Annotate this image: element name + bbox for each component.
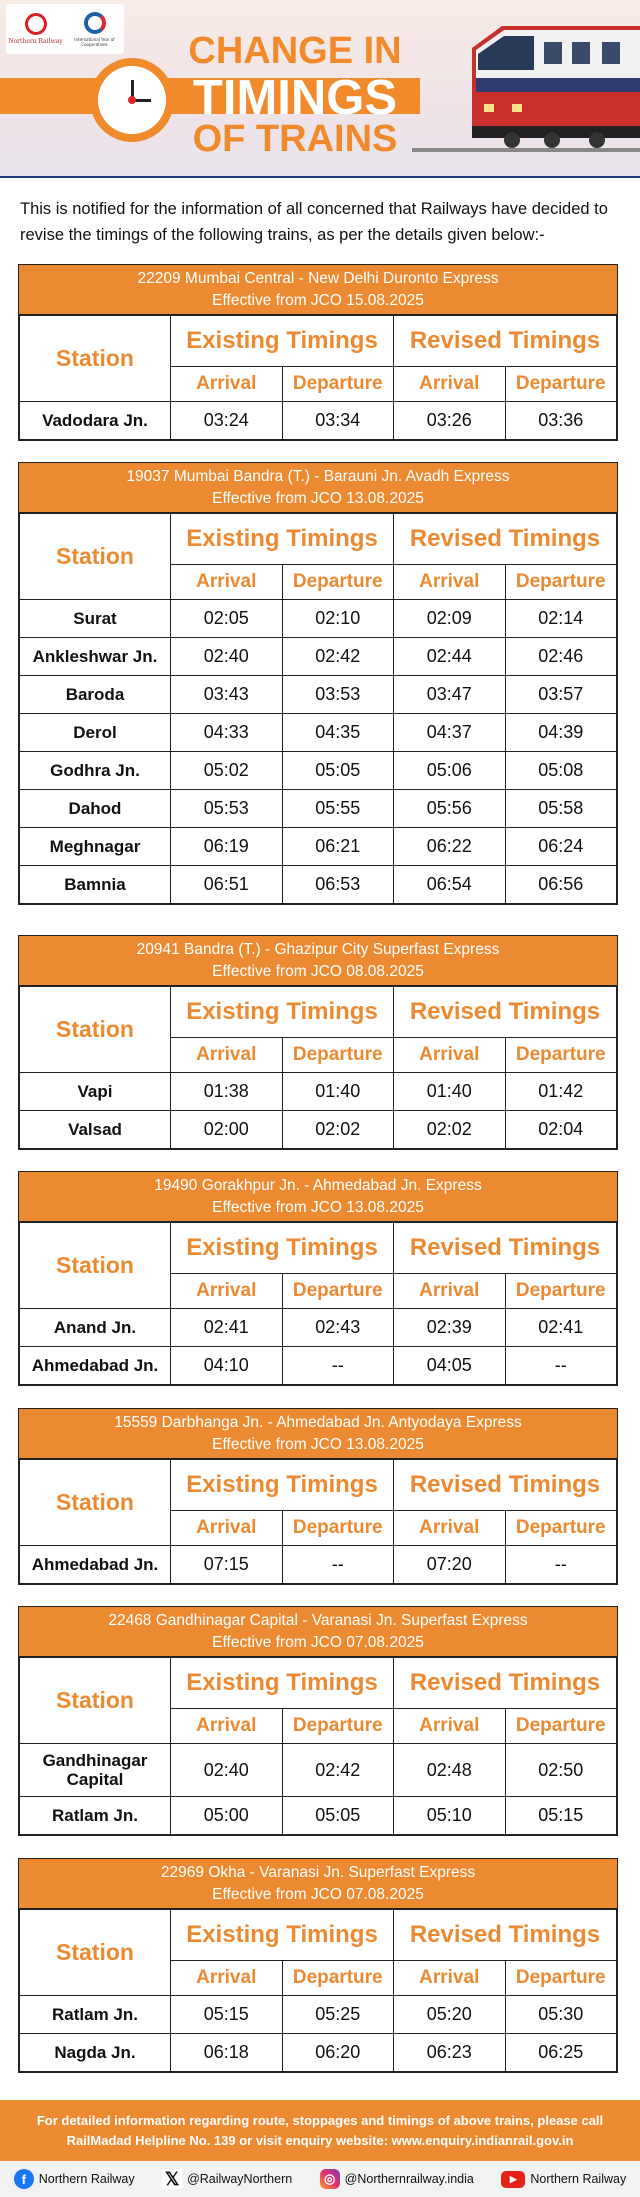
station-name: Bamnia xyxy=(20,866,171,904)
cooperatives-emblem-icon xyxy=(84,12,106,34)
station-name: Vadodara Jn. xyxy=(20,402,171,440)
train-effective-date: Effective from JCO 15.08.2025 xyxy=(212,292,424,309)
logo-right-text: International Year of Cooperatives xyxy=(74,36,115,47)
existing-arrival-header: Arrival xyxy=(171,1709,283,1744)
station-header: Station xyxy=(20,1223,171,1309)
existing-arrival: 06:18 xyxy=(171,2034,283,2072)
revised-arrival-header: Arrival xyxy=(394,367,506,402)
train-header xyxy=(19,1607,617,1657)
social-x[interactable] xyxy=(162,2169,292,2189)
existing-arrival: 05:15 xyxy=(171,1996,283,2034)
social-youtube[interactable] xyxy=(501,2171,626,2188)
cooperatives-year-logo xyxy=(70,6,120,52)
station-name: Anand Jn. xyxy=(20,1309,171,1347)
youtube-icon: ▶ xyxy=(501,2171,525,2188)
existing-arrival: 02:05 xyxy=(171,600,283,638)
existing-arrival-header: Arrival xyxy=(171,1038,283,1073)
northern-railway-logo xyxy=(8,6,63,52)
existing-arrival-header: Arrival xyxy=(171,367,283,402)
existing-departure-header: Departure xyxy=(282,1511,394,1546)
existing-arrival-header: Arrival xyxy=(171,1274,283,1309)
revised-arrival-header: Arrival xyxy=(394,1961,506,1996)
train-effective-date: Effective from JCO 07.08.2025 xyxy=(212,1886,424,1903)
revised-arrival-header: Arrival xyxy=(394,1511,506,1546)
table-row xyxy=(20,714,617,752)
revised-departure: 02:50 xyxy=(505,1744,617,1797)
existing-arrival: 02:40 xyxy=(171,1744,283,1797)
table-row xyxy=(20,1073,617,1111)
revised-departure: 03:57 xyxy=(505,676,617,714)
existing-departure: 04:35 xyxy=(282,714,394,752)
revised-arrival: 03:47 xyxy=(394,676,506,714)
existing-departure: 02:42 xyxy=(282,1744,394,1797)
revised-timings-header: Revised Timings xyxy=(394,1658,617,1709)
revised-departure-header: Departure xyxy=(505,1961,617,1996)
instagram-icon: ◎ xyxy=(320,2169,340,2189)
existing-departure: -- xyxy=(282,1546,394,1584)
train-effective-date: Effective from JCO 08.08.2025 xyxy=(212,963,424,980)
revised-departure-header: Departure xyxy=(505,1709,617,1744)
station-name: Ratlam Jn. xyxy=(20,1996,171,2034)
revised-timings-header: Revised Timings xyxy=(394,1223,617,1274)
existing-arrival: 06:51 xyxy=(171,866,283,904)
footer-line-2: RailMadad Helpline No. 139 or visit enquiry website: www.enquiry.indianrail.gov.in xyxy=(66,2133,574,2148)
revised-departure: 03:36 xyxy=(505,402,617,440)
revised-timings-header: Revised Timings xyxy=(394,1910,617,1961)
footer-notice xyxy=(0,2100,640,2161)
existing-timings-header: Existing Timings xyxy=(171,1460,394,1511)
intro-text: This is notified for the information of all concerned that Railways have decided to revise the timings of the following trains, as per the details given below:- xyxy=(20,200,608,244)
existing-arrival: 04:10 xyxy=(171,1347,283,1385)
station-header: Station xyxy=(20,1658,171,1744)
existing-departure: 01:40 xyxy=(282,1073,394,1111)
revised-timings-header: Revised Timings xyxy=(394,1460,617,1511)
table-row xyxy=(20,638,617,676)
revised-arrival-header: Arrival xyxy=(394,565,506,600)
train-title: 19490 Gorakhpur Jn. - Ahmedabad Jn. Express xyxy=(154,1177,482,1194)
revised-arrival: 05:20 xyxy=(394,1996,506,2034)
table-row xyxy=(20,1111,617,1149)
social-instagram-label: @Northernrailway.india xyxy=(344,2172,474,2186)
existing-departure: 06:20 xyxy=(282,2034,394,2072)
train-block xyxy=(18,264,618,441)
station-header: Station xyxy=(20,514,171,600)
revised-arrival: 02:09 xyxy=(394,600,506,638)
train-header xyxy=(19,1172,617,1222)
existing-arrival: 03:43 xyxy=(171,676,283,714)
revised-departure: 05:58 xyxy=(505,790,617,828)
existing-timings-header: Existing Timings xyxy=(171,987,394,1038)
train-effective-date: Effective from JCO 07.08.2025 xyxy=(212,1634,424,1651)
title-line-3: OF TRAINS xyxy=(192,118,398,160)
existing-departure: 03:34 xyxy=(282,402,394,440)
timing-table xyxy=(19,315,617,440)
logos xyxy=(6,4,124,54)
existing-departure-header: Departure xyxy=(282,1961,394,1996)
train-block xyxy=(18,1858,618,2073)
table-row xyxy=(20,790,617,828)
existing-arrival: 01:38 xyxy=(171,1073,283,1111)
table-row xyxy=(20,828,617,866)
train-title: 20941 Bandra (T.) - Ghazipur City Superfast Express xyxy=(136,941,500,958)
station-header: Station xyxy=(20,1910,171,1996)
revised-timings-header: Revised Timings xyxy=(394,316,617,367)
train-title: 22468 Gandhinagar Capital - Varanasi Jn. Superfast Express xyxy=(108,1612,528,1629)
revised-departure-header: Departure xyxy=(505,1038,617,1073)
timing-table xyxy=(19,513,617,904)
revised-departure-header: Departure xyxy=(505,565,617,600)
logo-left-text: Northern Railway xyxy=(8,38,63,45)
existing-timings-header: Existing Timings xyxy=(171,316,394,367)
existing-departure: 02:43 xyxy=(282,1309,394,1347)
table-row xyxy=(20,676,617,714)
revised-departure: 05:08 xyxy=(505,752,617,790)
title-line-2: TIMINGS xyxy=(192,71,398,125)
revised-arrival-header: Arrival xyxy=(394,1709,506,1744)
train-header xyxy=(19,1409,617,1459)
train-block xyxy=(18,1171,618,1386)
revised-arrival: 02:39 xyxy=(394,1309,506,1347)
revised-departure: 06:24 xyxy=(505,828,617,866)
station-name: Valsad xyxy=(20,1111,171,1149)
revised-departure: 04:39 xyxy=(505,714,617,752)
existing-departure: 05:05 xyxy=(282,1797,394,1835)
station-name: Derol xyxy=(20,714,171,752)
train-block xyxy=(18,462,618,905)
existing-timings-header: Existing Timings xyxy=(171,1658,394,1709)
existing-departure: 03:53 xyxy=(282,676,394,714)
x-icon: 𝕏 xyxy=(162,2169,182,2189)
revised-arrival: 04:37 xyxy=(394,714,506,752)
revised-arrival: 06:22 xyxy=(394,828,506,866)
social-bar xyxy=(0,2161,640,2197)
station-name: Surat xyxy=(20,600,171,638)
revised-departure: -- xyxy=(505,1347,617,1385)
existing-departure: 06:53 xyxy=(282,866,394,904)
train-header xyxy=(19,265,617,315)
revised-arrival: 03:26 xyxy=(394,402,506,440)
existing-arrival: 04:33 xyxy=(171,714,283,752)
revised-departure-header: Departure xyxy=(505,1511,617,1546)
train-title: 19037 Mumbai Bandra (T.) - Barauni Jn. Avadh Express xyxy=(126,468,510,485)
train-title: 22969 Okha - Varanasi Jn. Superfast Express xyxy=(160,1864,476,1881)
existing-departure: 02:02 xyxy=(282,1111,394,1149)
footer-line-1: For detailed information regarding route, stoppages and timings of above trains, please call xyxy=(36,2113,604,2128)
train-header xyxy=(19,936,617,986)
table-row xyxy=(20,752,617,790)
revised-arrival: 05:10 xyxy=(394,1797,506,1835)
revised-departure: 02:04 xyxy=(505,1111,617,1149)
existing-arrival-header: Arrival xyxy=(171,1961,283,1996)
revised-departure-header: Departure xyxy=(505,367,617,402)
revised-arrival: 06:54 xyxy=(394,866,506,904)
existing-departure: 05:05 xyxy=(282,752,394,790)
table-row xyxy=(20,1797,617,1835)
station-name: Gandhinagar Capital xyxy=(20,1744,171,1797)
existing-arrival: 06:19 xyxy=(171,828,283,866)
train-illustration xyxy=(412,8,640,158)
station-header: Station xyxy=(20,987,171,1073)
existing-departure: 06:21 xyxy=(282,828,394,866)
station-name: Meghnagar xyxy=(20,828,171,866)
table-row xyxy=(20,1347,617,1385)
existing-departure-header: Departure xyxy=(282,367,394,402)
existing-timings-header: Existing Timings xyxy=(171,1910,394,1961)
table-row xyxy=(20,1744,617,1797)
revised-arrival: 02:02 xyxy=(394,1111,506,1149)
existing-departure-header: Departure xyxy=(282,1709,394,1744)
table-row xyxy=(20,1546,617,1584)
timing-table xyxy=(19,1657,617,1835)
existing-arrival: 05:00 xyxy=(171,1797,283,1835)
social-youtube-label: Northern Railway xyxy=(530,2172,627,2186)
revised-arrival: 02:48 xyxy=(394,1744,506,1797)
train-block xyxy=(18,935,618,1150)
revised-arrival: 01:40 xyxy=(394,1073,506,1111)
revised-arrival: 02:44 xyxy=(394,638,506,676)
existing-arrival: 03:24 xyxy=(171,402,283,440)
revised-departure-header: Departure xyxy=(505,1274,617,1309)
table-row xyxy=(20,2034,617,2072)
train-title: 15559 Darbhanga Jn. - Ahmedabad Jn. Antyodaya Express xyxy=(114,1414,522,1431)
revised-departure: 02:46 xyxy=(505,638,617,676)
existing-arrival-header: Arrival xyxy=(171,1511,283,1546)
existing-arrival: 05:02 xyxy=(171,752,283,790)
train-header xyxy=(19,1859,617,1909)
existing-arrival: 02:00 xyxy=(171,1111,283,1149)
existing-departure: 05:55 xyxy=(282,790,394,828)
existing-departure-header: Departure xyxy=(282,1038,394,1073)
existing-arrival: 07:15 xyxy=(171,1546,283,1584)
existing-departure-header: Departure xyxy=(282,1274,394,1309)
existing-departure: 05:25 xyxy=(282,1996,394,2034)
revised-timings-header: Revised Timings xyxy=(394,514,617,565)
existing-departure: 02:42 xyxy=(282,638,394,676)
revised-departure: 01:42 xyxy=(505,1073,617,1111)
revised-departure: 05:15 xyxy=(505,1797,617,1835)
station-name: Godhra Jn. xyxy=(20,752,171,790)
revised-arrival-header: Arrival xyxy=(394,1038,506,1073)
train-effective-date: Effective from JCO 13.08.2025 xyxy=(212,1199,424,1216)
existing-arrival: 02:41 xyxy=(171,1309,283,1347)
revised-departure: 02:14 xyxy=(505,600,617,638)
train-title: 22209 Mumbai Central - New Delhi Duronto Express xyxy=(137,270,499,287)
title-line-1: CHANGE IN xyxy=(188,30,402,72)
header-banner xyxy=(0,0,640,178)
table-row xyxy=(20,402,617,440)
existing-arrival: 02:40 xyxy=(171,638,283,676)
table-row xyxy=(20,866,617,904)
revised-arrival: 05:06 xyxy=(394,752,506,790)
revised-departure: 05:30 xyxy=(505,1996,617,2034)
station-name: Ankleshwar Jn. xyxy=(20,638,171,676)
station-name: Ahmedabad Jn. xyxy=(20,1347,171,1385)
station-header: Station xyxy=(20,1460,171,1546)
timing-table xyxy=(19,1909,617,2072)
station-name: Nagda Jn. xyxy=(20,2034,171,2072)
train-block xyxy=(18,1408,618,1585)
social-facebook-label: Northern Railway xyxy=(38,2172,135,2186)
social-facebook[interactable] xyxy=(14,2169,135,2189)
station-name: Ahmedabad Jn. xyxy=(20,1546,171,1584)
table-row xyxy=(20,1309,617,1347)
revised-arrival: 05:56 xyxy=(394,790,506,828)
station-header: Station xyxy=(20,316,171,402)
existing-timings-header: Existing Timings xyxy=(171,1223,394,1274)
social-x-label: @RailwayNorthern xyxy=(187,2172,293,2186)
train-effective-date: Effective from JCO 13.08.2025 xyxy=(212,490,424,507)
existing-departure: -- xyxy=(282,1347,394,1385)
timing-table xyxy=(19,986,617,1149)
existing-timings-header: Existing Timings xyxy=(171,514,394,565)
station-name: Dahod xyxy=(20,790,171,828)
facebook-icon: f xyxy=(14,2169,34,2189)
train-block xyxy=(18,1606,618,1836)
revised-arrival: 07:20 xyxy=(394,1546,506,1584)
revised-arrival: 06:23 xyxy=(394,2034,506,2072)
revised-arrival-header: Arrival xyxy=(394,1274,506,1309)
timing-table xyxy=(19,1222,617,1385)
station-name: Ratlam Jn. xyxy=(20,1797,171,1835)
train-effective-date: Effective from JCO 13.08.2025 xyxy=(212,1436,424,1453)
revised-departure: 06:25 xyxy=(505,2034,617,2072)
train-header xyxy=(19,463,617,513)
social-instagram[interactable] xyxy=(320,2169,474,2189)
revised-timings-header: Revised Timings xyxy=(394,987,617,1038)
existing-departure: 02:10 xyxy=(282,600,394,638)
existing-arrival: 05:53 xyxy=(171,790,283,828)
table-row xyxy=(20,1996,617,2034)
railway-emblem-icon xyxy=(25,13,47,35)
existing-arrival-header: Arrival xyxy=(171,565,283,600)
revised-departure: -- xyxy=(505,1546,617,1584)
revised-departure: 06:56 xyxy=(505,866,617,904)
table-row xyxy=(20,600,617,638)
existing-departure-header: Departure xyxy=(282,565,394,600)
station-name: Vapi xyxy=(20,1073,171,1111)
timing-table xyxy=(19,1459,617,1584)
revised-departure: 02:41 xyxy=(505,1309,617,1347)
header-divider xyxy=(0,176,640,178)
station-name: Baroda xyxy=(20,676,171,714)
revised-arrival: 04:05 xyxy=(394,1347,506,1385)
